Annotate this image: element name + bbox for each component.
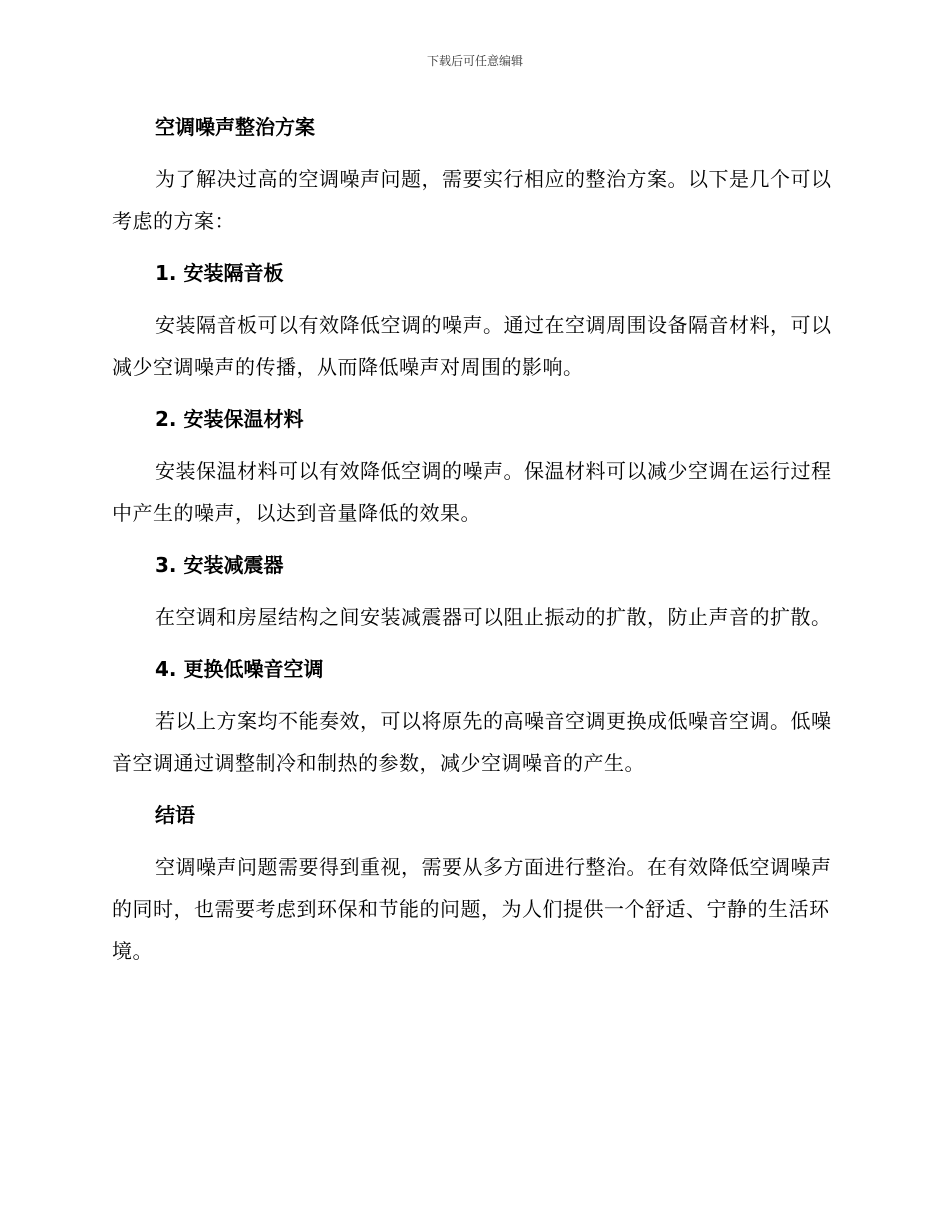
section-heading-2: 2. 安装保温材料 <box>155 407 304 431</box>
document-title: 空调噪声整治方案 <box>155 115 315 139</box>
conclusion-heading: 结语 <box>155 803 195 827</box>
section-heading-3: 3. 安装减震器 <box>155 553 284 577</box>
intro-paragraph: 为了解决过高的空调噪声问题，需要实行相应的整治方案。以下是几个可以考虑的方案： <box>112 167 832 233</box>
page-header-note: 下载后可任意编辑 <box>426 54 523 68</box>
document-body <box>112 106 832 982</box>
section-body-3: 在空调和房屋结构之间安装减震器可以阻止振动的扩散，防止声音的扩散。 <box>155 605 832 629</box>
section-heading-1: 1. 安装隔音板 <box>155 261 284 285</box>
conclusion-paragraph: 空调噪声问题需要得到重视，需要从多方面进行整治。在有效降低空调噪声的同时，也需要考虑到环保和节能的问题，为人们提供一个舒适、宁静的生活环境。 <box>112 855 832 963</box>
section-heading-4: 4. 更换低噪音空调 <box>155 657 324 681</box>
section-body-4: 若以上方案均不能奏效，可以将原先的高噪音空调更换成低噪音空调。低噪音空调通过调整制冷和制热的参数，减少空调噪音的产生。 <box>112 709 832 775</box>
section-body-1: 安装隔音板可以有效降低空调的噪声。通过在空调周围设备隔音材料，可以减少空调噪声的传播，从而降低噪声对周围的影响。 <box>112 313 832 379</box>
section-body-2: 安装保温材料可以有效降低空调的噪声。保温材料可以减少空调在运行过程中产生的噪声，以达到音量降低的效果。 <box>112 459 832 525</box>
